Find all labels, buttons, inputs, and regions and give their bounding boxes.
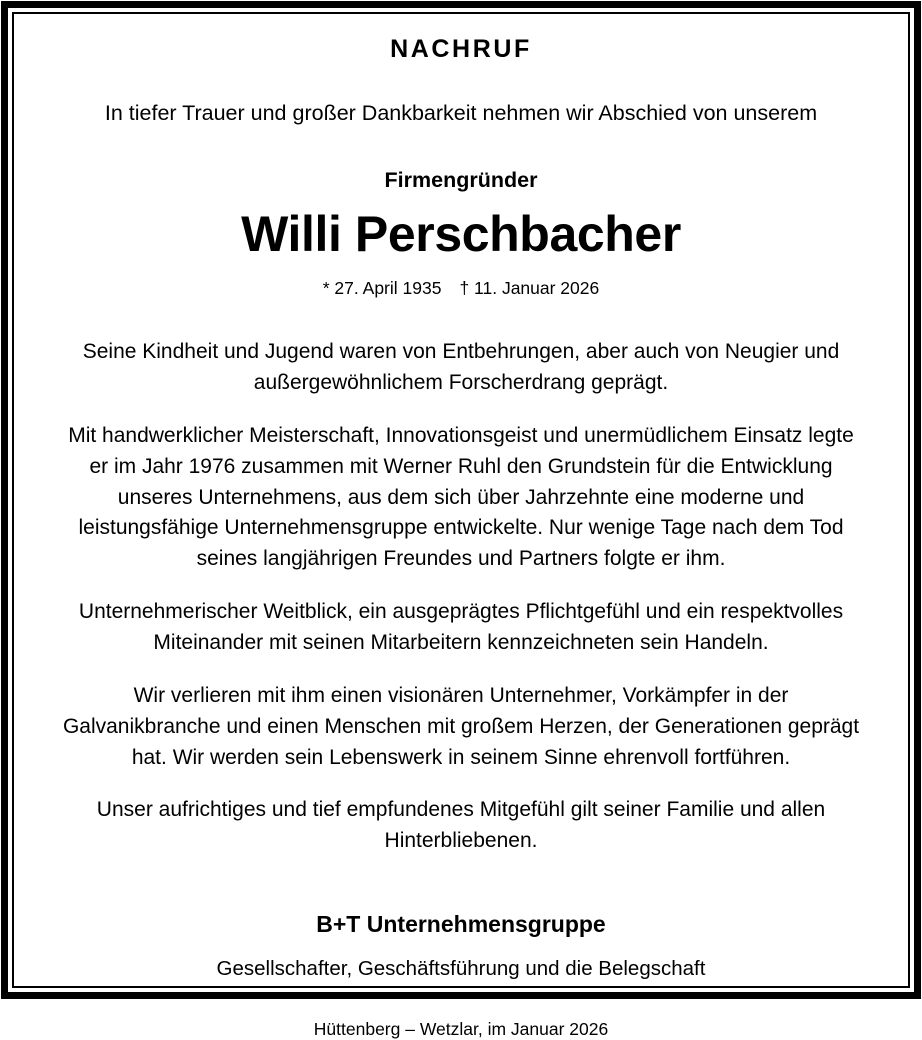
signer-detail: Gesellschafter, Geschäftsführung und die Belegschaft — [216, 956, 706, 980]
body-paragraph: Wir verlieren mit ihm einen visionären Unternehmer, Vorkämpfer in der Galvanikbranche und einen Menschen mit großem Herzen, der Generationen geprägt hat. Wir werden sein Lebenswerk in seinem Sinne ehrenvoll fortführen. — [62, 683, 860, 769]
body-paragraph: Unternehmerischer Weitblick, ein ausgeprägtes Pflichtgefühl und ein respektvolles Miteinander mit seinen Mitarbeitern kennzeichneten sein Handeln. — [78, 600, 844, 654]
lead-line: In tiefer Trauer und großer Dankbarkeit nehmen wir Abschied von unserem — [104, 100, 818, 125]
body-paragraph: Mit handwerklicher Meisterschaft, Innovationsgeist und unermüdlichem Einsatz legte er im Jahr 1976 zusammen mit Werner Ruhl den Grundstein für die Entwicklung unseres Unternehmens, aus dem sich über Jahrzehnte eine moderne und leistungsfähige Unternehmensgruppe entwickelte. Nur wenige Tage nach dem Tod seines langjährigen Freundes und Partners folgte er ihm. — [68, 423, 854, 571]
birth-date: * 27. April 1935 — [322, 278, 442, 299]
death-date: † 11. Januar 2026 — [459, 278, 600, 299]
signer-name: B+T Unternehmensgruppe — [316, 911, 606, 938]
signature-block — [43, 911, 879, 1040]
deceased-name: Willi Perschbacher — [241, 206, 681, 263]
deceased-role: Firmengründer — [384, 168, 538, 193]
body-paragraph: Unser aufrichtiges und tief empfundenes Mitgefühl gilt seiner Familie und allen Hinterbliebenen. — [96, 798, 826, 853]
place-and-date: Hüttenberg – Wetzlar, im Januar 2026 — [313, 1019, 609, 1040]
notice-content — [43, 14, 879, 1040]
outer-mourning-border — [1, 1, 921, 1040]
notice-kicker: NACHRUF — [390, 35, 532, 63]
body-paragraph: Seine Kindheit und Jugend waren von Entbehrungen, aber auch von Neugier und außergewöhnlichem Forscherdrang geprägt. — [82, 340, 840, 394]
life-dates — [43, 278, 879, 299]
inner-mourning-border — [12, 12, 910, 1040]
